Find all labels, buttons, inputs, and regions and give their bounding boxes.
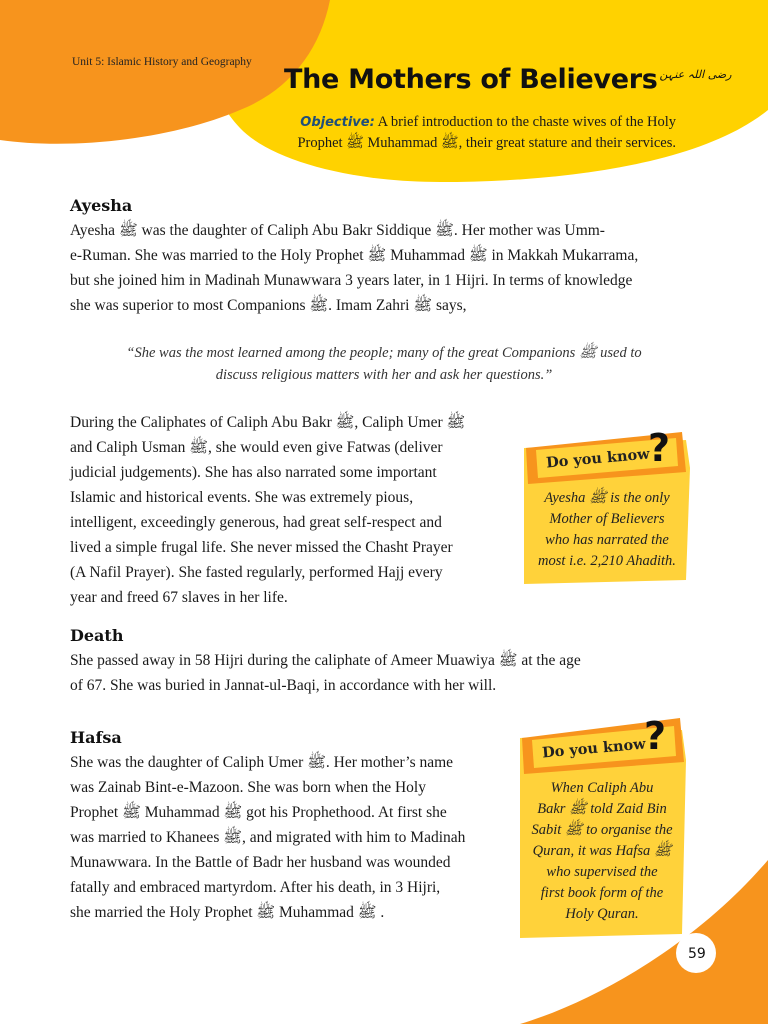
death-line: She passed away in 58 Hijri during the caliphate of Ameer Muawiya ﷺ at the age (70, 652, 581, 669)
ayesha-paragraph (70, 218, 700, 318)
heading-death: Death (70, 626, 124, 645)
heading-ayesha: Ayesha (70, 196, 133, 215)
dyk2-line: Holy Quran. (565, 906, 639, 922)
dyk1-line: most i.e. 2,210 Ahadith. (538, 553, 676, 569)
ayesha-paragraph-2 (70, 410, 516, 610)
para2-line: During the Caliphates of Caliph Abu Bakr ﷺ, Caliph Umer ﷺ (70, 414, 466, 431)
hafsa-line: was married to Khanees ﷺ, and migrated with him to Madinah (70, 829, 466, 846)
death-line: of 67. She was buried in Jannat-ul-Baqi, in accordance with her will. (70, 677, 497, 694)
quote-imam-zahri (82, 342, 686, 386)
page-number: 59 (688, 946, 706, 962)
ayesha-line: but she joined him in Madinah Munawwara 3 years later, in 1 Hijri. In terms of knowledge (70, 272, 633, 289)
objective-label: Objective: (300, 115, 375, 130)
dyk2-heading: Do you know (541, 735, 647, 762)
para2-line: Islamic and historical events. She was extremely pious, (70, 489, 414, 506)
title-text: The Mothers of Believers (284, 64, 658, 95)
dyk1-line: Mother of Believers (549, 511, 665, 527)
ayesha-line: e-Ruman. She was married to the Holy Prophet ﷺ Muhammad ﷺ in Makkah Mukarrama, (70, 247, 639, 264)
hafsa-line: She was the daughter of Caliph Umer ﷺ. Her mother’s name (70, 754, 454, 771)
dyk2-line: who supervised the (546, 864, 658, 880)
page-title (284, 64, 732, 95)
quote-line: discuss religious matters with her and ask her questions.” (215, 367, 553, 383)
dyk1-heading: Do you know (545, 445, 651, 472)
title-honorific: رضی اللہ عنہن (659, 68, 732, 81)
dyk1-line: Ayesha ﷺ is the only (544, 490, 670, 506)
dyk2-line: When Caliph Abu (550, 780, 654, 796)
hafsa-line: Prophet ﷺ Muhammad ﷺ got his Prophethood. At first she (70, 804, 447, 821)
hafsa-paragraph (70, 750, 512, 925)
ayesha-line: Ayesha ﷺ was the daughter of Caliph Abu Bakr Siddique ﷺ. Her mother was Umm- (70, 222, 605, 239)
dyk2-body (524, 778, 680, 925)
hafsa-line: she married the Holy Prophet ﷺ Muhammad ﷺ . (70, 904, 385, 921)
heading-hafsa: Hafsa (70, 728, 122, 747)
para2-line: year and freed 67 slaves in her life. (70, 589, 288, 606)
hafsa-line: Munawwara. In the Battle of Badr her husband was wounded (70, 854, 451, 871)
question-mark-icon: ? (644, 714, 667, 758)
dyk2-line: first book form of the (540, 885, 664, 901)
quote-line: “She was the most learned among the people; many of the great Companions ﷺ used to (126, 345, 642, 361)
dyk2-line: Bakr ﷺ told Zaid Bin (537, 801, 667, 817)
question-mark-icon: ? (648, 426, 671, 470)
objective-line-2: Prophet ﷺ Muhammad ﷺ, their great stature and their services. (297, 135, 676, 151)
objective (238, 112, 676, 153)
para2-line: judicial judgements). She has also narrated some important (70, 464, 437, 481)
para2-line: and Caliph Usman ﷺ, she would even give Fatwas (deliver (70, 439, 443, 456)
unit-label: Unit 5: Islamic History and Geography (72, 56, 252, 68)
ayesha-line: she was superior to most Companions ﷺ. Imam Zahri ﷺ says, (70, 297, 467, 314)
para2-line: lived a simple frugal life. She never missed the Chasht Prayer (70, 539, 453, 556)
para2-line: intelligent, exceedingly generous, had great self-respect and (70, 514, 442, 531)
para2-line: (A Nafil Prayer). She fasted regularly, performed Hajj every (70, 564, 443, 581)
dyk1-line: who has narrated the (545, 532, 669, 548)
dyk2-line: Sabit ﷺ to organise the (531, 822, 673, 838)
hafsa-line: fatally and embraced martyrdom. After his death, in 3 Hijri, (70, 879, 441, 896)
objective-line-1: A brief introduction to the chaste wives of the Holy (377, 114, 676, 130)
hafsa-line: was Zainab Bint-e-Mazoon. She was born when the Holy (70, 779, 426, 796)
dyk2-line: Quran, it was Hafsa ﷺ (532, 843, 672, 859)
death-paragraph (70, 648, 700, 698)
dyk1-body (528, 488, 686, 572)
